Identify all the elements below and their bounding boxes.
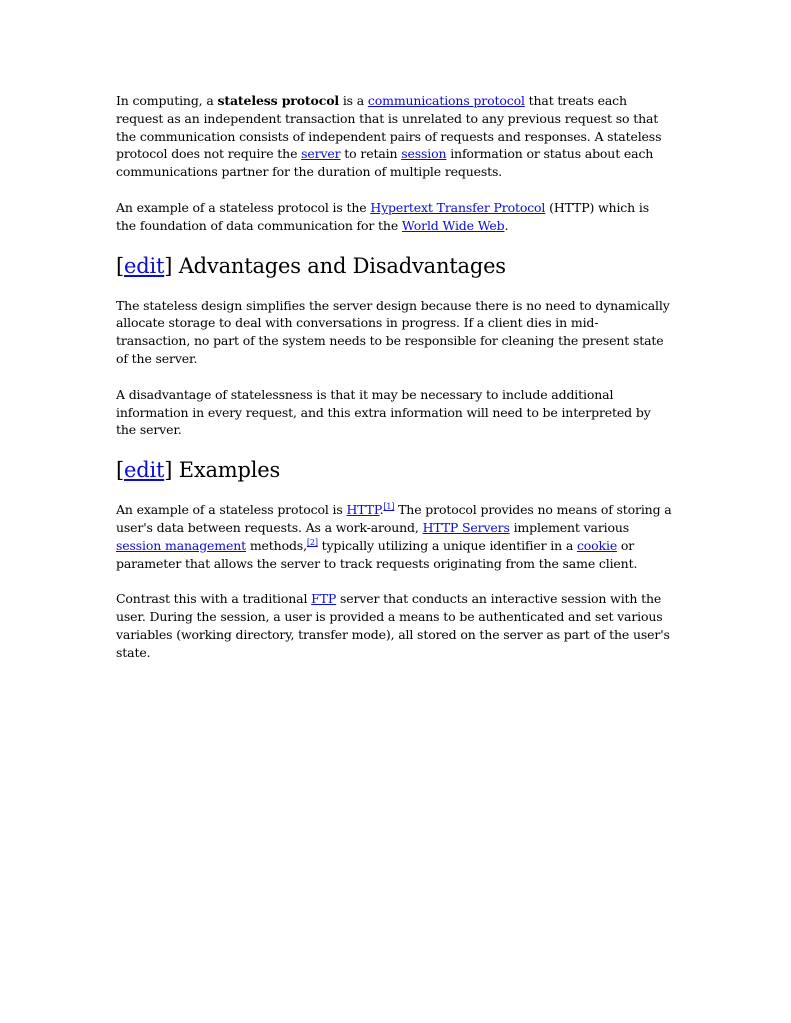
- text-run: methods,: [246, 537, 307, 553]
- text-run: that treats each request as an independent transaction that is unrelated to any previous request so that the communication consists of independent pairs of requests and responses. A stateless protocol does not require the: [116, 93, 662, 162]
- text-run: information or status about each communications partner for the duration of multiple requests.: [116, 146, 654, 180]
- text-run: Contrast this with a traditional: [116, 591, 312, 607]
- link-communications-protocol[interactable]: communications protocol: [367, 93, 525, 108]
- edit-link-advantages[interactable]: edit: [124, 253, 165, 278]
- reference-1[interactable]: [1]: [383, 502, 395, 511]
- text-run: (HTTP) which is the foundation of data communication for the: [116, 199, 649, 233]
- section-heading-advantages: [116, 253, 672, 279]
- reference-2[interactable]: [2]: [306, 537, 318, 547]
- intro-paragraph-2: [116, 199, 672, 235]
- edit-link-examples[interactable]: edit: [124, 458, 165, 483]
- bracket: ]: [164, 253, 173, 278]
- advantages-paragraph-1: The stateless design simplifies the server design because there is no need to dynamically allocate storage to deal with conversations in progress. If a client dies in mid-transaction, no part of the system needs to be responsible for cleaning the present state of the server.: [116, 297, 670, 366]
- text-run: The protocol provides no means of storing a user's data between requests. As a work-around,: [116, 502, 672, 535]
- text-run: .: [379, 502, 384, 518]
- bracket: [: [116, 253, 124, 278]
- link-session-management[interactable]: session management: [116, 537, 247, 553]
- link-http-servers[interactable]: HTTP Servers: [422, 519, 510, 535]
- text-run: or parameter that allows the server to track requests originating from the same client.: [116, 537, 638, 571]
- text-run: is a: [339, 93, 368, 108]
- link-http[interactable]: HTTP: [346, 502, 380, 518]
- text-run: In computing, a: [116, 93, 218, 108]
- text-run: .: [504, 217, 509, 233]
- advantages-paragraph-2: A disadvantage of statelessness is that it may be necessary to include additional information in every request, and this extra information will need to be interpreted by the server.: [116, 386, 651, 438]
- examples-paragraph-1: [116, 501, 672, 572]
- text-run: server that conducts an interactive session with the user. During the session, a user is provided a means to be authenticated and set various variables (working directory, transfer mode), all stored on the server as part of the user's state.: [116, 591, 670, 660]
- bold-term: stateless protocol: [217, 93, 339, 108]
- link-server[interactable]: server: [301, 146, 341, 162]
- link-cookie[interactable]: cookie: [576, 537, 618, 553]
- text-run: implement various: [509, 519, 630, 535]
- text-run: An example of a stateless protocol is: [116, 502, 347, 518]
- link-ftp[interactable]: FTP: [311, 591, 337, 607]
- examples-paragraph-2: [116, 590, 672, 661]
- text-run: An example of a stateless protocol is the: [116, 199, 371, 215]
- text-run: typically utilizing a unique identifier in a: [317, 537, 577, 553]
- link-world-wide-web[interactable]: World Wide Web: [401, 217, 505, 233]
- section-heading-examples: [116, 457, 672, 483]
- heading-title: Advantages and Disadvantages: [172, 253, 506, 278]
- bracket: [: [116, 458, 124, 483]
- link-session[interactable]: session: [401, 146, 447, 162]
- link-hypertext-transfer-protocol[interactable]: Hypertext Transfer Protocol: [370, 199, 546, 215]
- text-run: to retain: [340, 146, 402, 162]
- document-page: [116, 92, 672, 680]
- intro-paragraph-1: [116, 92, 672, 181]
- heading-title: Examples: [172, 458, 281, 483]
- bracket: ]: [164, 458, 173, 483]
